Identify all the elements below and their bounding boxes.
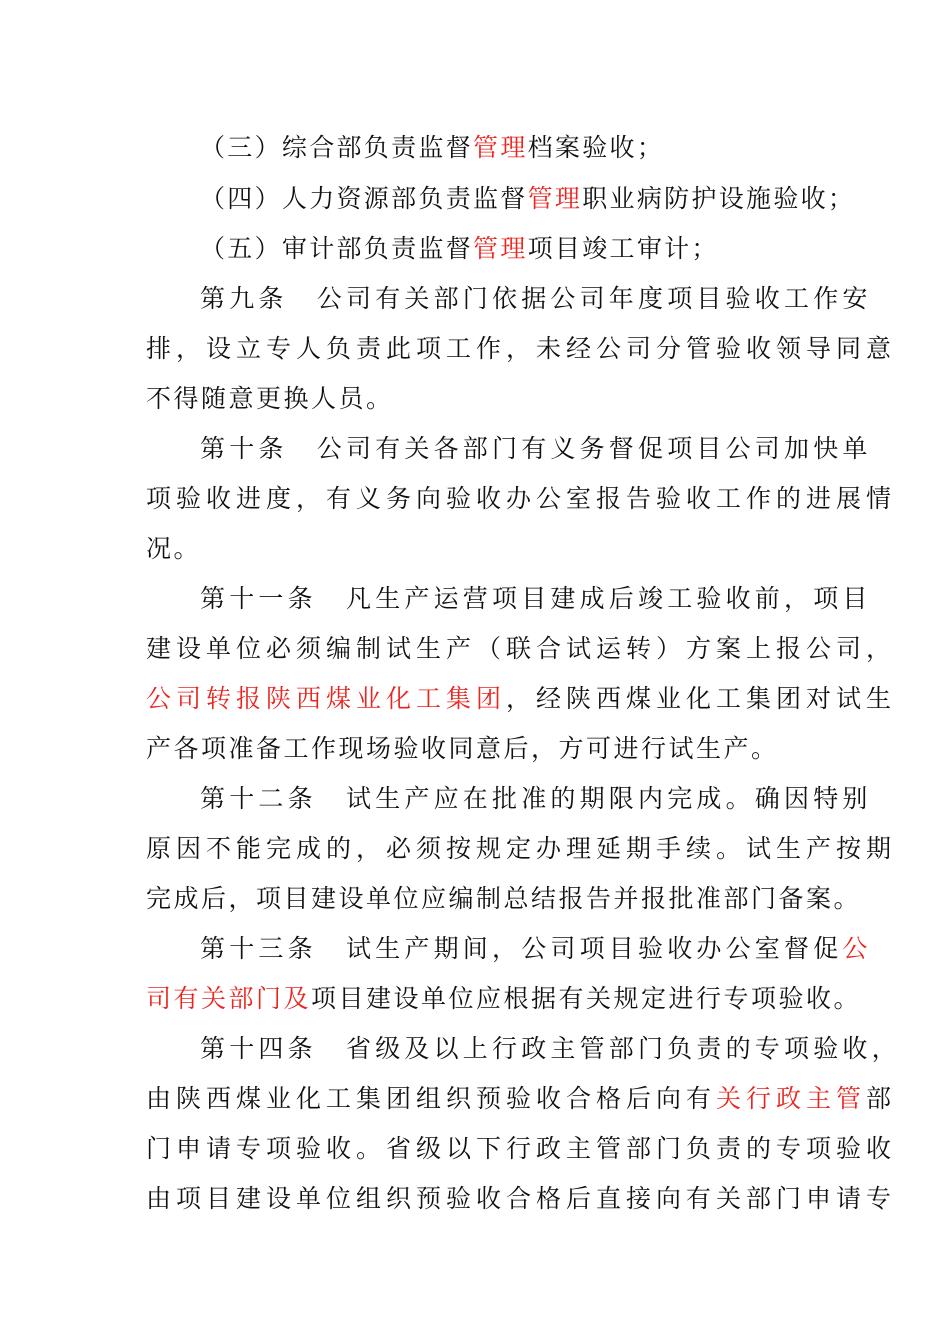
text-line [146, 979, 861, 1019]
text-line [146, 729, 779, 769]
text-run: 第九条 公司有关部门依据公司年度项目验收工作安 [200, 284, 872, 313]
text-line [200, 779, 872, 819]
text-run: 建设单位必须编制试生产（联合试运转）方案上报公司， [146, 634, 897, 663]
text-line [146, 1079, 896, 1119]
text-line [200, 1029, 901, 1069]
highlighted-text: 管理 [473, 234, 528, 263]
text-run: （三）综合部负责监督 [200, 133, 474, 162]
text-line [200, 429, 872, 469]
text-run: 职业病防护设施验收； [582, 184, 856, 213]
text-run: 项目建设单位应根据有关规定进行专项验收。 [311, 984, 862, 1013]
text-run: 第十四条 省级及以上行政主管部门负责的专项验收， [200, 1034, 901, 1063]
text-run: 部 [866, 1084, 897, 1113]
text-line [146, 879, 861, 919]
text-run: （四）人力资源部负责监督 [200, 184, 528, 213]
highlighted-text: 关行政主管 [716, 1084, 867, 1113]
highlighted-text: 司有关部门及 [146, 984, 312, 1013]
text-run: 门申请专项验收。省级以下行政主管部门负责的专项验收 [146, 1134, 897, 1163]
highlighted-text: 管理 [473, 133, 528, 162]
text-run: 项验收进度，有义务向验收办公室报告验收工作的进展情 [146, 484, 897, 513]
text-line [200, 229, 719, 269]
text-line [146, 1129, 896, 1169]
text-line [200, 579, 872, 619]
highlighted-text: 公 [842, 934, 872, 963]
text-line [146, 479, 896, 519]
highlighted-text: 公司转报陕西煤业化工集团 [146, 684, 507, 713]
text-run: 第十一条 凡生产运营项目建成后竣工验收前，项目 [200, 584, 872, 613]
text-run: 项目竣工审计； [527, 234, 719, 263]
text-run: 第十三条 试生产期间，公司项目验收办公室督促 [200, 934, 843, 963]
text-run: 不得随意更换人员。 [146, 384, 394, 413]
text-run: 由陕西煤业化工集团组织预验收合格后向有 [146, 1084, 717, 1113]
text-run: ，经陕西煤业化工集团对试生 [506, 684, 897, 713]
text-run: 第十条 公司有关各部门有义务督促项目公司加快单 [200, 434, 872, 463]
text-run: 产各项准备工作现场验收同意后，方可进行试生产。 [146, 734, 779, 763]
text-line [200, 929, 872, 969]
text-line [146, 329, 896, 369]
text-line [146, 629, 896, 669]
text-line [146, 829, 896, 869]
text-line [200, 279, 872, 319]
text-run: 况。 [146, 534, 202, 563]
text-line [146, 679, 896, 719]
text-line [200, 128, 664, 168]
text-run: 完成后，项目建设单位应编制总结报告并报批准部门备案。 [146, 884, 862, 913]
text-run: 第十二条 试生产应在批准的期限内完成。确因特别 [200, 784, 872, 813]
highlighted-text: 管理 [527, 184, 583, 213]
text-line [200, 179, 855, 219]
text-line [146, 379, 394, 419]
text-line [146, 529, 201, 569]
text-run: （五）审计部负责监督 [200, 234, 474, 263]
text-run: 由项目建设单位组织预验收合格后直接向有关部门申请专 [146, 1184, 897, 1213]
text-run: 原因不能完成的，必须按规定办理延期手续。试生产按期 [146, 834, 897, 863]
text-run: 档案验收； [527, 133, 665, 162]
text-line [146, 1179, 896, 1219]
text-run: 排，设立专人负责此项工作，未经公司分管验收领导同意 [146, 334, 897, 363]
